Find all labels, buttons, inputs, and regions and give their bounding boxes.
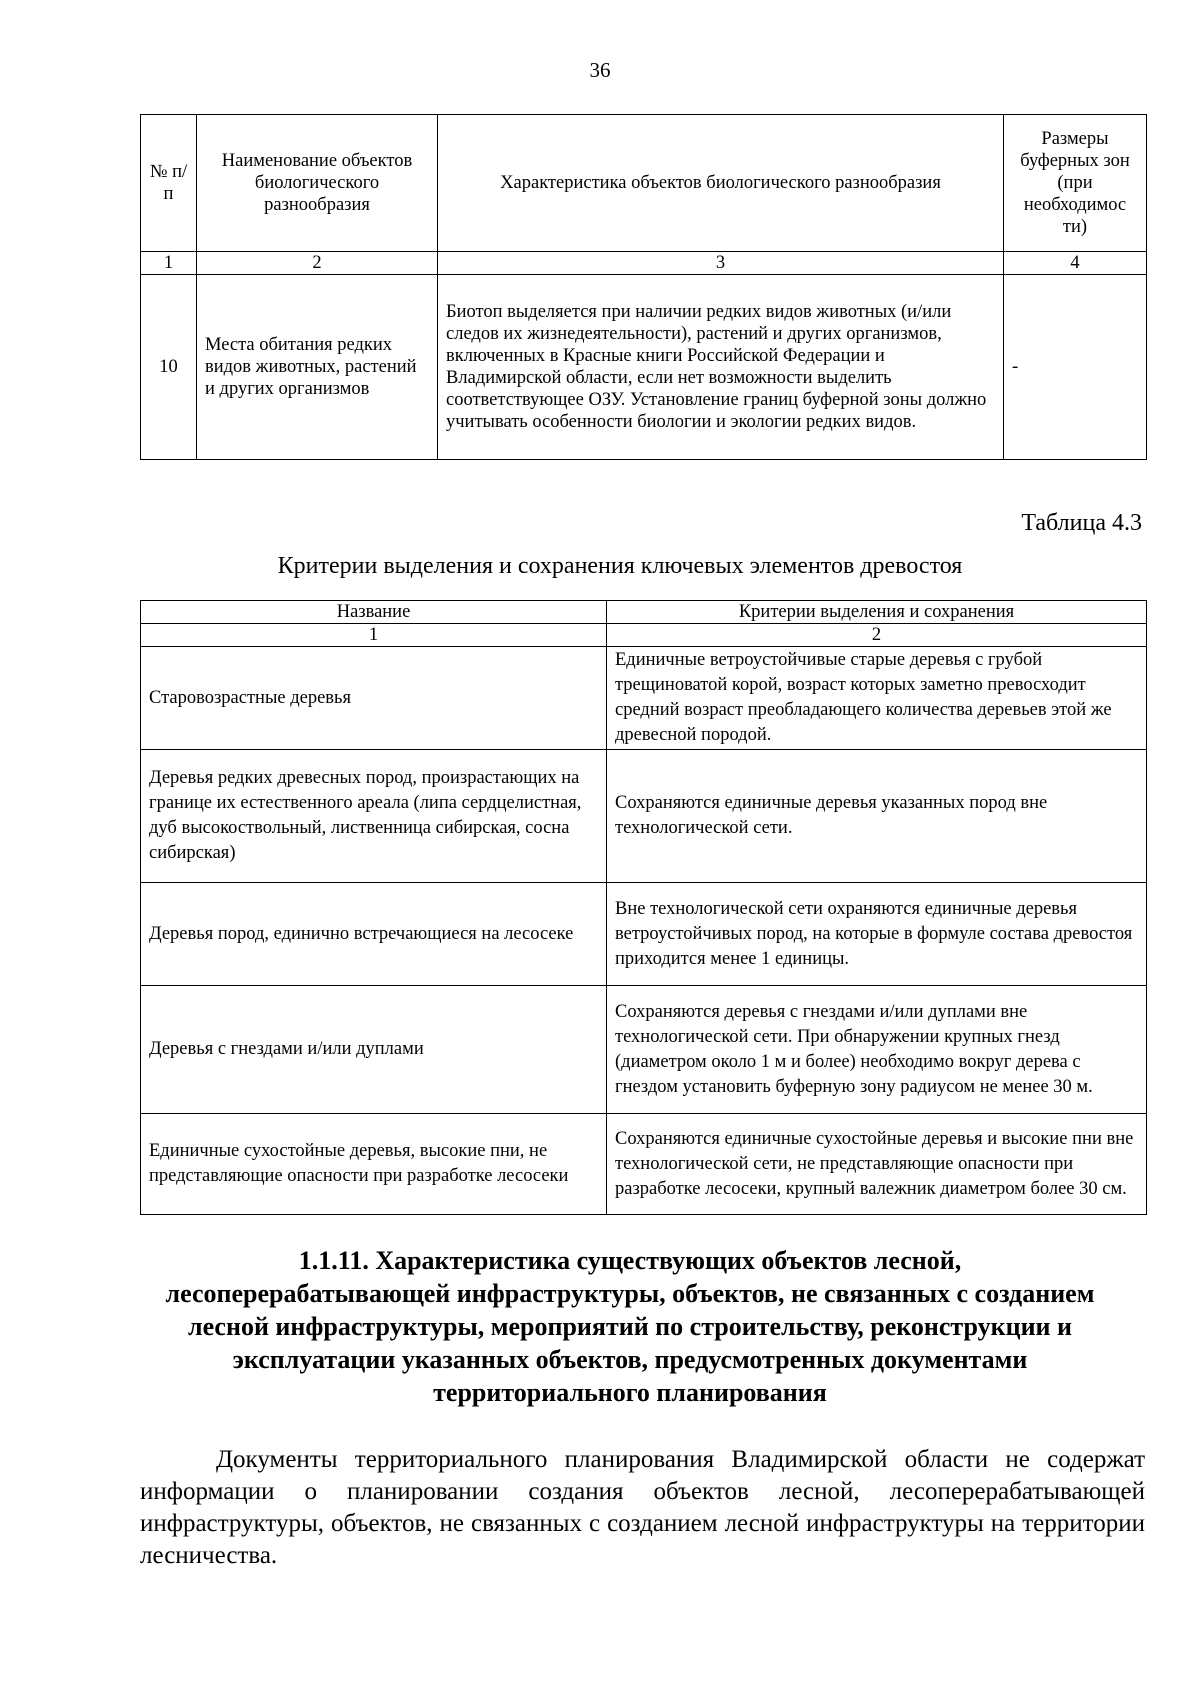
column-number-row (141, 624, 1147, 647)
element-criteria: Единичные ветроустойчивые старые деревья с грубой трещиноватой корой, возраст которых заметно превосходит средний возраст преобладающего количества деревьев этой же древесной породой. (607, 647, 1147, 750)
object-name: Места обитания редких видов животных, растений и других организмов (197, 275, 438, 460)
table-row (141, 275, 1147, 460)
table-title: Критерии выделения и сохранения ключевых элементов древостоя (277, 553, 963, 579)
page-number: 36 (589, 58, 611, 82)
element-criteria: Сохраняются единичные деревья указанных пород вне технологической сети. (607, 750, 1147, 883)
object-characteristic: Биотоп выделяется при наличии редких видов животных (и/или следов их жизнедеятельности), растений и других организмов, включенных в Красные книги Российской Федерации и Владимирской области, если нет возможности выделить соответствующее ОЗУ. Установление границ буферной зоны должно учитывать особенности биологии и экологии редких видов. (438, 275, 1004, 460)
body-paragraph: Документы территориального планирования Владимирской области не содержат информации о планировании создания объектов лесной, лесоперерабатывающей инфраструктуры, объектов, не связанных с созданием лесной инфраструктуры на территории лесничества. (140, 1446, 1145, 1569)
col-number: 4 (1004, 252, 1147, 275)
element-criteria: Вне технологической сети охраняются единичные деревья ветроустойчивых пород, на которые в формуле состава древостоя приходится менее 1 единицы. (607, 883, 1147, 986)
row-number: 10 (141, 275, 197, 460)
biodiversity-table (140, 114, 1147, 460)
table-header-row (141, 115, 1147, 252)
header-number: № п/п (141, 115, 197, 252)
element-criteria: Сохраняются деревья с гнездами и/или дуплами вне технологической сети. При обнаружении крупных гнезд (диаметром около 1 м и более) необходимо вокруг дерева с гнездом установить буферную зону радиусом не менее 30 м. (607, 986, 1147, 1114)
header-object-name: Наименование объектов биологического разнообразия (197, 115, 438, 252)
table-row (141, 1114, 1147, 1215)
element-name: Деревья редких древесных пород, произрастающих на границе их естественного ареала (липа сердцелистная, дуб высокоствольный, лиственница сибирская, сосна сибирская) (141, 750, 607, 883)
element-criteria: Сохраняются единичные сухостойные деревья и высокие пни вне технологической сети, не представляющие опасности при разработке лесосеки, крупный валежник диаметром более 30 см. (607, 1114, 1147, 1215)
col-number: 1 (141, 252, 197, 275)
element-name: Единичные сухостойные деревья, высокие пни, не представляющие опасности при разработке лесосеки (141, 1114, 607, 1215)
key-elements-table (140, 600, 1147, 1215)
col-number: 2 (607, 624, 1147, 647)
header-name: Название (141, 601, 607, 624)
table-label: Таблица 4.3 (1021, 510, 1142, 536)
header-characteristic: Характеристика объектов биологического разнообразия (438, 115, 1004, 252)
element-name: Деревья пород, единично встречающиеся на лесосеке (141, 883, 607, 986)
header-criteria: Критерии выделения и сохранения (607, 601, 1147, 624)
table-row (141, 986, 1147, 1114)
section-heading: 1.1.11. Характеристика существующих объектов лесной, лесоперерабатывающей инфраструктуры, объектов, не связанных с созданием лесной инфраструктуры, мероприятий по строительству, реконструкции и эксплуатации указанных объектов, предусмотренных документами территориального планирования (165, 1246, 1095, 1407)
column-number-row (141, 252, 1147, 275)
table-row (141, 750, 1147, 883)
col-number: 2 (197, 252, 438, 275)
table-row (141, 647, 1147, 750)
table-header-row (141, 601, 1147, 624)
col-number: 3 (438, 252, 1004, 275)
element-name: Деревья с гнездами и/или дуплами (141, 986, 607, 1114)
header-buffer-size: Размеры буферных зон (при необходимос ти) (1004, 115, 1147, 252)
table-row (141, 883, 1147, 986)
buffer-size: - (1004, 275, 1147, 460)
element-name: Старовозрастные деревья (141, 647, 607, 750)
col-number: 1 (141, 624, 607, 647)
